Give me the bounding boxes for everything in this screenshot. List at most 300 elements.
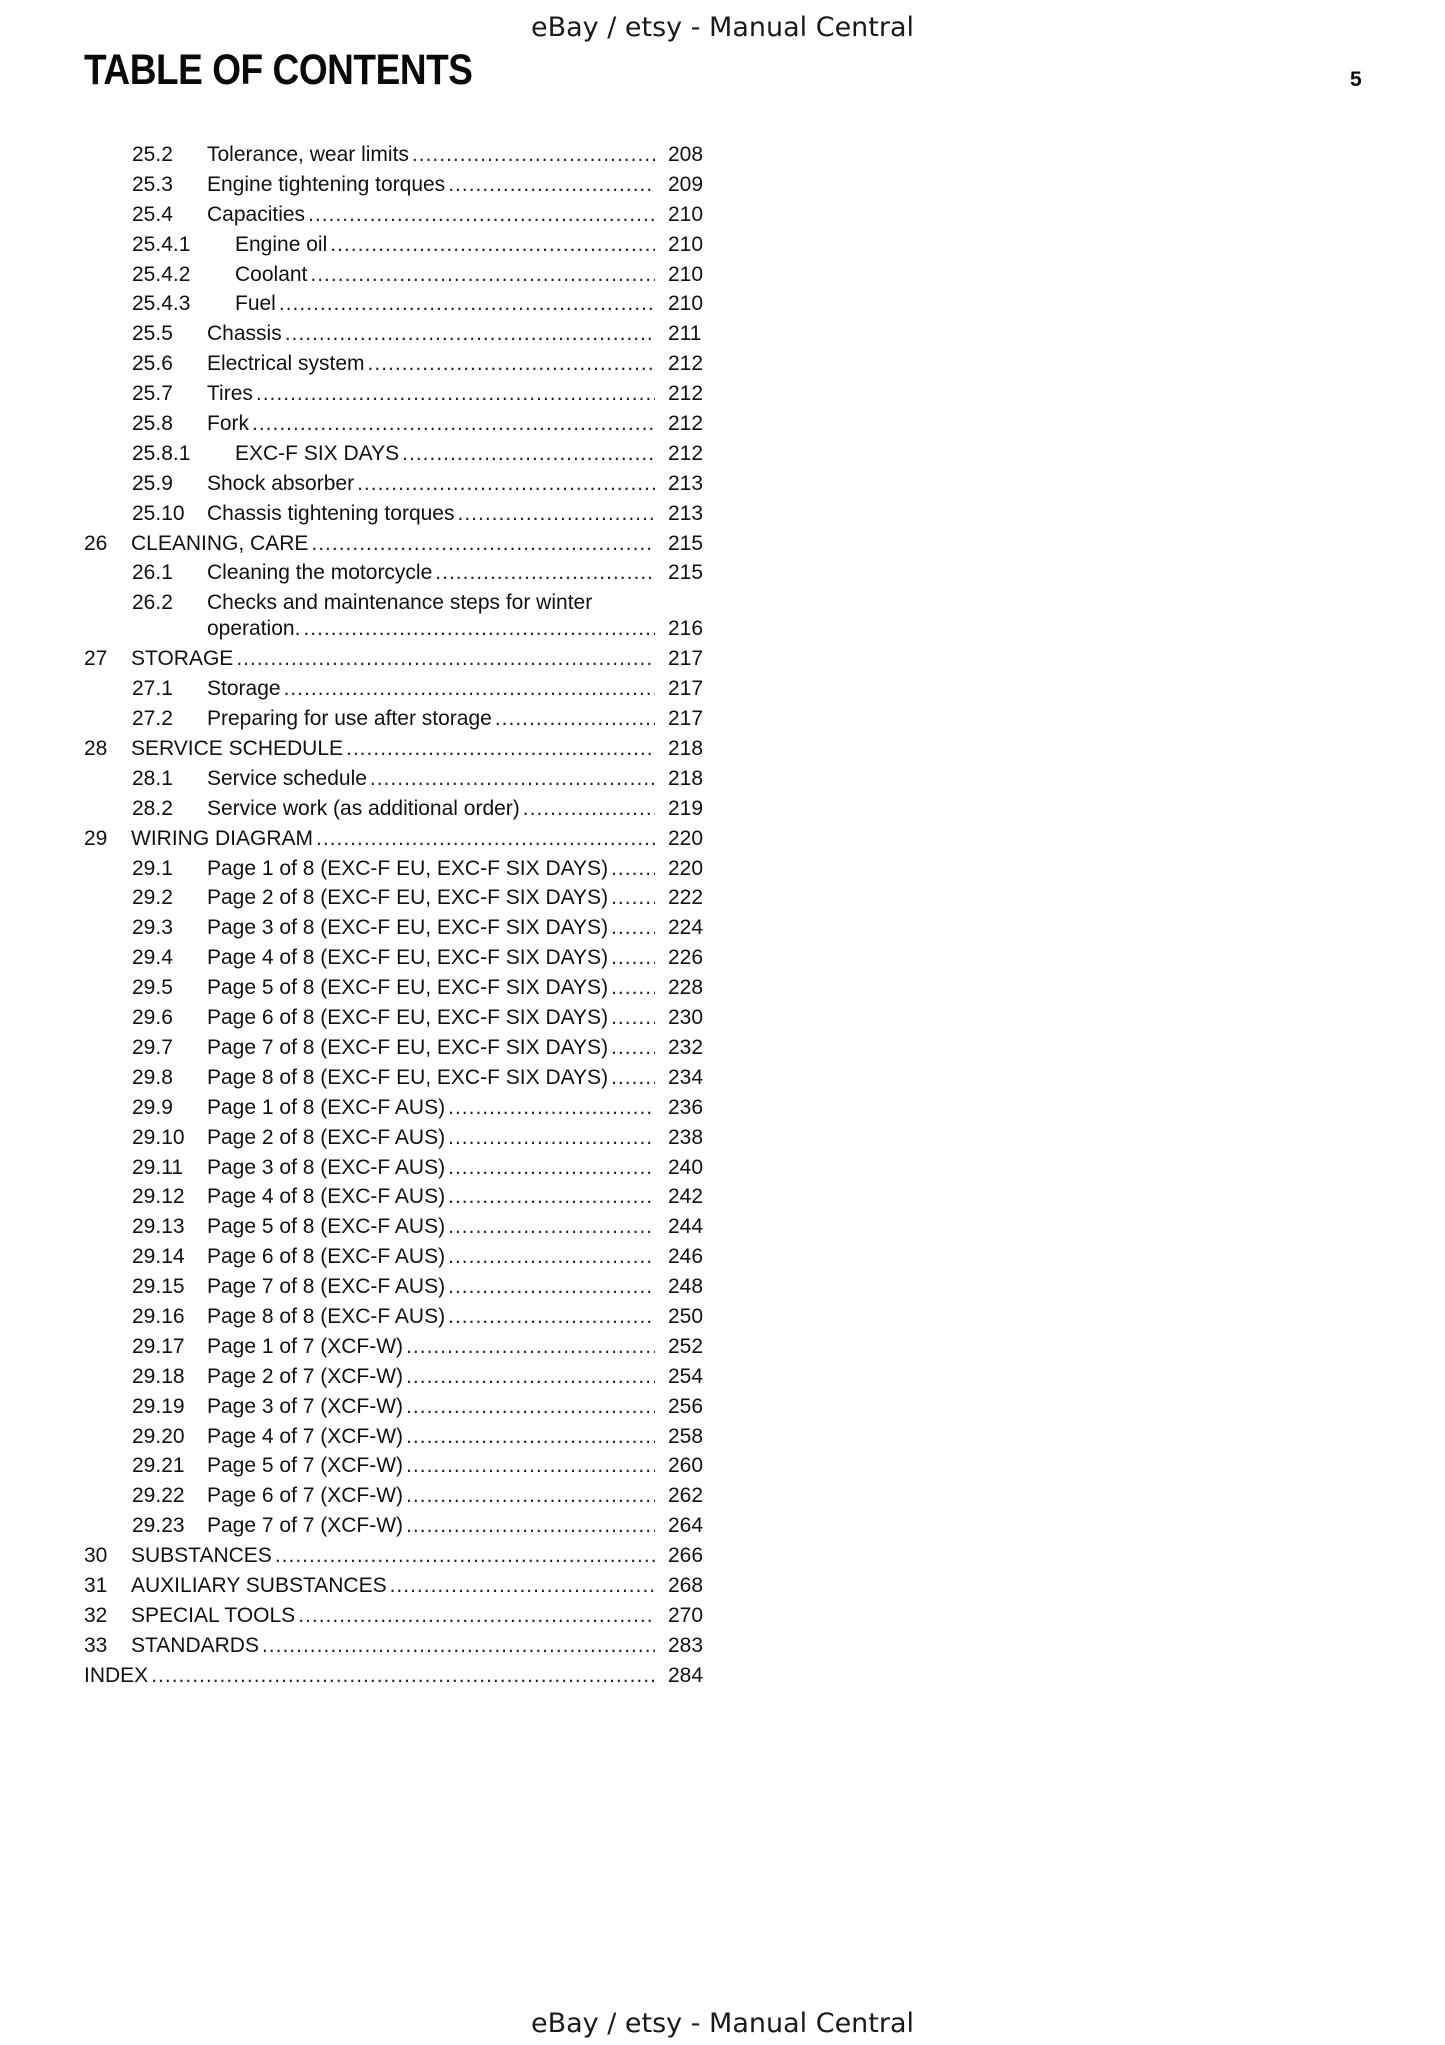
toc-entry-label: Chassis <box>207 322 282 346</box>
toc-entry-title <box>207 1302 655 1332</box>
toc-entry-page: 224 <box>668 916 704 940</box>
toc-entry-title <box>131 1601 655 1631</box>
dot-leader <box>448 1302 655 1332</box>
dot-leader <box>435 558 655 588</box>
toc-entry[interactable] <box>0 1063 1445 1093</box>
toc-entry-title <box>207 200 655 230</box>
toc-entry-label: Tires <box>207 382 253 406</box>
toc-entry-title <box>235 230 655 260</box>
toc-entry-page: 254 <box>668 1364 704 1388</box>
toc-entry-page: 210 <box>668 262 704 286</box>
toc-entry-label: Page 4 of 7 (XCF-W) <box>207 1424 404 1448</box>
toc-entry[interactable] <box>0 1033 1445 1063</box>
toc-entry-title <box>207 1212 655 1242</box>
toc-entry-number: 25.4 <box>132 202 173 226</box>
toc-entry[interactable] <box>0 409 1445 439</box>
toc-entry-page: 264 <box>668 1514 704 1538</box>
toc-entry-page: 236 <box>668 1095 704 1119</box>
toc-entry-title <box>207 1511 655 1541</box>
toc-entry-number: 29.13 <box>132 1215 185 1239</box>
toc-entry-number: 25.4.1 <box>132 232 191 256</box>
toc-entry-number: 29.11 <box>132 1155 183 1179</box>
toc-entry-title <box>207 1332 655 1362</box>
toc-entry-number: 29.20 <box>132 1424 185 1448</box>
dot-leader <box>406 1422 655 1452</box>
toc-entry-title <box>131 1541 655 1571</box>
toc-entry-number: 31 <box>84 1573 108 1597</box>
toc-entry-title <box>207 1093 655 1123</box>
toc-entry-page: 266 <box>668 1544 704 1568</box>
toc-entry-label-line1: Checks and maintenance steps for winter <box>207 591 593 615</box>
toc-entry-label: Fuel <box>235 292 276 316</box>
toc-entry[interactable] <box>0 529 1445 559</box>
dot-leader <box>611 973 655 1003</box>
toc-entry-title <box>131 644 655 674</box>
toc-entry-title <box>207 674 655 704</box>
dot-leader <box>448 1272 655 1302</box>
dot-leader <box>346 734 655 764</box>
toc-entry-title <box>235 289 655 319</box>
toc-entry-page: 242 <box>668 1185 704 1209</box>
toc-entry-number: 29.4 <box>132 946 173 970</box>
toc-entry[interactable] <box>0 1541 1445 1571</box>
dot-leader <box>406 1332 655 1362</box>
dot-leader <box>316 824 655 854</box>
toc-entry-page: 234 <box>668 1065 704 1089</box>
toc-entry[interactable] <box>0 170 1445 200</box>
toc-entry-label: Capacities <box>207 202 306 226</box>
watermark-top: eBay / etsy - Manual Central <box>530 12 915 43</box>
dot-leader <box>406 1511 655 1541</box>
toc-entry-number: 29.7 <box>132 1035 173 1059</box>
toc-entry-page: 220 <box>668 826 704 850</box>
toc-entry-title <box>207 1182 655 1212</box>
toc-entry-title <box>207 1033 655 1063</box>
toc-entry-title <box>235 260 655 290</box>
toc-entry[interactable] <box>0 1631 1445 1661</box>
toc-entry-title <box>131 1571 655 1601</box>
toc-entry[interactable] <box>0 469 1445 499</box>
dot-leader <box>448 1093 655 1123</box>
toc-entry-number: 29.10 <box>132 1125 185 1149</box>
toc-entry-page: 218 <box>668 766 704 790</box>
toc-entry-label: Tolerance, wear limits <box>207 143 409 166</box>
dot-leader <box>611 1063 655 1093</box>
dot-leader <box>303 614 655 644</box>
dot-leader <box>330 230 655 260</box>
toc-entry-title <box>207 1242 655 1272</box>
toc-entry-label: Page 1 of 8 (EXC-F EU, EXC-F SIX DAYS) <box>207 856 609 880</box>
toc-entry[interactable] <box>0 913 1445 943</box>
toc-entry-page: 246 <box>668 1245 704 1269</box>
toc-entry-page: 215 <box>668 561 704 585</box>
dot-leader <box>448 1123 655 1153</box>
toc-entry-number: 29.8 <box>132 1065 173 1089</box>
toc-entry-number: 29.1 <box>132 856 173 880</box>
toc-entry-number: 29.18 <box>132 1364 185 1388</box>
dot-leader <box>448 1212 655 1242</box>
toc-entry-label: Page 6 of 8 (EXC-F AUS) <box>207 1245 446 1269</box>
toc-entry-page: 256 <box>668 1394 704 1418</box>
toc-entry-title <box>207 764 655 794</box>
toc-entry[interactable] <box>0 558 1445 588</box>
toc-entry-title <box>207 1003 655 1033</box>
toc-entry-page: 217 <box>668 707 704 731</box>
toc-entry-number: 25.9 <box>132 471 173 495</box>
toc-entry-number: 25.4.3 <box>132 292 191 316</box>
dot-leader <box>523 794 655 824</box>
toc-entry-label: operation. <box>207 617 301 641</box>
toc-entry-number: 29.22 <box>132 1484 185 1508</box>
toc-entry-page: 250 <box>668 1304 704 1328</box>
toc-entry-page: 216 <box>668 617 704 641</box>
toc-entry-page: 215 <box>668 531 704 555</box>
toc-entry[interactable] <box>0 1153 1445 1183</box>
toc-entry[interactable] <box>0 1481 1445 1511</box>
toc-entry-page: 213 <box>668 501 704 525</box>
toc-entry-page: 210 <box>668 292 704 316</box>
toc-entry-label: Page 3 of 8 (EXC-F EU, EXC-F SIX DAYS) <box>207 916 609 940</box>
toc-entry-label: Page 4 of 8 (EXC-F AUS) <box>207 1185 446 1209</box>
dot-leader <box>406 1481 655 1511</box>
toc-entry-page: 232 <box>668 1035 704 1059</box>
toc-entry-title <box>131 1631 655 1661</box>
toc-entry-label: Page 2 of 8 (EXC-F EU, EXC-F SIX DAYS) <box>207 886 609 910</box>
toc-entry-number: 27.1 <box>132 677 173 701</box>
toc-entry-page: 219 <box>668 796 704 820</box>
toc-entry-number: 25.3 <box>132 172 173 196</box>
toc-entry-page: 260 <box>668 1454 704 1478</box>
toc-entry-label: Preparing for use after storage <box>207 707 492 731</box>
toc-entry-page: 210 <box>668 232 704 256</box>
toc-entry-page: 258 <box>668 1424 704 1448</box>
toc-entry-number: 29.15 <box>132 1275 185 1299</box>
toc-entry[interactable] <box>0 764 1445 794</box>
dot-leader <box>457 499 655 529</box>
toc-entry-title <box>207 913 655 943</box>
toc-entry-number: 29.12 <box>132 1185 185 1209</box>
toc-entry-label: INDEX <box>84 1663 149 1687</box>
toc-entry-number: 32 <box>84 1603 108 1627</box>
toc-entry[interactable] <box>0 588 1445 644</box>
toc-entry-title <box>207 1063 655 1093</box>
toc-entry-number: 25.8 <box>132 412 173 436</box>
toc-entry-label: Page 7 of 7 (XCF-W) <box>207 1514 404 1538</box>
toc-entry[interactable] <box>0 439 1445 469</box>
toc-entry-label: Page 5 of 8 (EXC-F AUS) <box>207 1215 446 1239</box>
toc-entry-number: 25.7 <box>132 382 173 406</box>
toc-entry-title <box>207 1153 655 1183</box>
toc-entry-number: 29.14 <box>132 1245 185 1269</box>
toc-entry-number: 29.3 <box>132 916 173 940</box>
toc-entry-number: 28.2 <box>132 796 173 820</box>
toc-entry-page: 218 <box>668 737 704 761</box>
toc-entry[interactable] <box>0 704 1445 734</box>
toc-entry[interactable] <box>0 824 1445 854</box>
toc-entry-title <box>207 943 655 973</box>
toc-entry-title <box>207 614 655 644</box>
dot-leader <box>284 674 655 704</box>
toc-entry-label: Page 3 of 8 (EXC-F AUS) <box>207 1155 446 1179</box>
toc-entry-label: Service schedule <box>207 766 367 790</box>
toc-entry-title <box>207 349 655 379</box>
toc-entry-label: SERVICE SCHEDULE <box>131 737 344 761</box>
dot-leader <box>412 140 655 170</box>
toc-entry-label: Page 1 of 8 (EXC-F AUS) <box>207 1095 446 1119</box>
toc-entry-title <box>235 439 655 469</box>
toc-entry-title <box>207 1362 655 1392</box>
toc-entry[interactable] <box>0 289 1445 319</box>
toc-entry-title <box>207 499 655 529</box>
toc-entry[interactable] <box>0 883 1445 913</box>
toc-entry-title <box>207 854 655 884</box>
toc-entry-page: 248 <box>668 1275 704 1299</box>
toc-entry[interactable] <box>0 644 1445 674</box>
toc-entry[interactable] <box>0 319 1445 349</box>
toc-entry-number: 25.6 <box>132 352 173 376</box>
toc-entry-label: Page 6 of 8 (EXC-F EU, EXC-F SIX DAYS) <box>207 1006 609 1030</box>
dot-leader <box>368 349 655 379</box>
toc-entry-label: Page 4 of 8 (EXC-F EU, EXC-F SIX DAYS) <box>207 946 609 970</box>
toc-entry-page: 270 <box>668 1603 704 1627</box>
toc-entry-title <box>131 824 655 854</box>
toc-entry-number: 26.2 <box>132 591 173 615</box>
dot-leader <box>448 1182 655 1212</box>
toc-entry-label: CLEANING, CARE <box>131 531 309 555</box>
toc-entry[interactable] <box>0 499 1445 529</box>
toc-entry-title <box>207 1422 655 1452</box>
toc-entry[interactable] <box>0 230 1445 260</box>
dot-leader <box>308 200 655 230</box>
toc-entry-page: 238 <box>668 1125 704 1149</box>
toc-entry[interactable] <box>0 1392 1445 1422</box>
toc-entry[interactable] <box>0 349 1445 379</box>
dot-leader <box>357 469 655 499</box>
toc-entry-label: SUBSTANCES <box>131 1544 272 1568</box>
toc-entry[interactable] <box>0 1272 1445 1302</box>
dot-leader <box>402 439 655 469</box>
toc-entry-page: 209 <box>668 172 704 196</box>
page-title: TABLE OF CONTENTS <box>84 46 473 94</box>
toc-entry[interactable] <box>0 794 1445 824</box>
toc-entry-title <box>207 704 655 734</box>
toc-entry-number: 26.1 <box>132 561 173 585</box>
dot-leader <box>256 379 655 409</box>
toc-entry[interactable] <box>0 140 1445 170</box>
toc-entry-page: 220 <box>668 856 704 880</box>
toc-entry[interactable] <box>0 854 1445 884</box>
toc-entry-label: AUXILIARY SUBSTANCES <box>131 1573 387 1597</box>
toc-entry-title <box>207 170 655 200</box>
dot-leader <box>406 1451 655 1481</box>
toc-entry-title <box>207 409 655 439</box>
toc-entry-title <box>207 140 655 170</box>
toc-entry-number: 29.23 <box>132 1514 185 1538</box>
toc-entry-title <box>84 1661 655 1691</box>
toc-entry-page: 211 <box>668 322 702 346</box>
toc-entry[interactable] <box>0 1362 1445 1392</box>
toc-entry-number: 27 <box>84 647 108 671</box>
toc-entry-number: 29.16 <box>132 1304 185 1328</box>
toc-entry-page: 244 <box>668 1215 704 1239</box>
toc-entry-page: 284 <box>668 1663 704 1687</box>
toc-entry-title <box>207 1392 655 1422</box>
watermark-bottom: eBay / etsy - Manual Central <box>530 2008 915 2039</box>
toc-entry-number: 28.1 <box>132 766 173 790</box>
dot-leader <box>236 644 655 674</box>
toc-entry-label: STANDARDS <box>131 1633 259 1657</box>
toc-entry[interactable] <box>0 1511 1445 1541</box>
dot-leader <box>390 1571 655 1601</box>
toc-entry-number: 29.2 <box>132 886 173 910</box>
dot-leader <box>310 260 655 290</box>
toc-entry-label: Page 6 of 7 (XCF-W) <box>207 1484 404 1508</box>
toc-entry-number: 25.4.2 <box>132 262 191 286</box>
toc-entry-title <box>207 1123 655 1153</box>
toc-entry-number: 28 <box>84 737 108 761</box>
toc-entry-label: Electrical system <box>207 352 365 376</box>
toc-entry-label: Page 8 of 8 (EXC-F EU, EXC-F SIX DAYS) <box>207 1065 609 1089</box>
toc-entry-title <box>207 973 655 1003</box>
toc-entry-number: 29.6 <box>132 1006 173 1030</box>
toc-entry-number: 29.17 <box>132 1334 185 1358</box>
toc-entry[interactable] <box>0 1123 1445 1153</box>
toc-entry-page: 212 <box>668 382 704 406</box>
toc-entry[interactable] <box>0 1093 1445 1123</box>
toc-entry-title <box>207 469 655 499</box>
toc-entry-label: WIRING DIAGRAM <box>131 826 313 850</box>
toc-entry-label: Page 7 of 8 (EXC-F EU, EXC-F SIX DAYS) <box>207 1035 609 1059</box>
page-number: 5 <box>1350 68 1362 91</box>
toc-entry-number: 27.2 <box>132 707 173 731</box>
toc-entry-label: Chassis tightening torques <box>207 501 455 525</box>
dot-leader <box>252 409 655 439</box>
toc-entry[interactable] <box>0 260 1445 290</box>
toc-entry-number: 29.19 <box>132 1394 185 1418</box>
toc-entry[interactable] <box>0 1661 1445 1691</box>
toc-entry-page: 217 <box>668 677 704 701</box>
toc-entry-number: 29.5 <box>132 976 173 1000</box>
dot-leader <box>448 1242 655 1272</box>
toc-entry-title <box>207 319 655 349</box>
toc-entry[interactable] <box>0 1571 1445 1601</box>
toc-entry-title <box>207 1451 655 1481</box>
toc-entry-page: 230 <box>668 1006 704 1030</box>
toc-entry-label: EXC-F SIX DAYS <box>235 441 400 465</box>
toc-entry[interactable] <box>0 1003 1445 1033</box>
toc-entry[interactable] <box>0 379 1445 409</box>
dot-leader <box>406 1362 655 1392</box>
toc-entry-label: Engine tightening torques <box>207 172 446 196</box>
toc-entry-title <box>207 883 655 913</box>
toc-entry-label: Coolant <box>235 262 308 286</box>
dot-leader <box>611 883 655 913</box>
toc-entry[interactable] <box>0 973 1445 1003</box>
toc-entry-label: Page 3 of 7 (XCF-W) <box>207 1394 404 1418</box>
toc-entry-number: 25.2 <box>132 143 173 166</box>
dot-leader <box>448 170 655 200</box>
toc-entry-title <box>207 558 655 588</box>
toc-entry-page: 262 <box>668 1484 704 1508</box>
toc-entry[interactable] <box>0 1212 1445 1242</box>
toc-entry-title <box>207 794 655 824</box>
toc-entry-page: 240 <box>668 1155 704 1179</box>
toc-entry-page: 226 <box>668 946 704 970</box>
toc-entry-number: 25.5 <box>132 322 173 346</box>
toc-entry-number: 26 <box>84 531 108 555</box>
toc-entry-title <box>131 529 655 559</box>
dot-leader <box>611 943 655 973</box>
toc-entry-label: Engine oil <box>235 232 328 256</box>
toc-entry-number: 29.9 <box>132 1095 173 1119</box>
toc-entry[interactable] <box>0 1601 1445 1631</box>
toc-entry-number: 29.21 <box>132 1454 185 1478</box>
toc-entry[interactable] <box>0 1242 1445 1272</box>
dot-leader <box>611 1033 655 1063</box>
dot-leader <box>298 1601 655 1631</box>
toc-entry-page: 210 <box>668 202 704 226</box>
toc-entry[interactable] <box>0 1302 1445 1332</box>
dot-leader <box>311 529 655 559</box>
toc-entry-label: Page 5 of 7 (XCF-W) <box>207 1454 404 1478</box>
toc-entry-label: SPECIAL TOOLS <box>131 1603 296 1627</box>
dot-leader <box>611 854 655 884</box>
toc-entry-number: 25.10 <box>132 501 185 525</box>
dot-leader <box>285 319 655 349</box>
toc-entry-label: Page 2 of 7 (XCF-W) <box>207 1364 404 1388</box>
toc-entry-label: Page 8 of 8 (EXC-F AUS) <box>207 1304 446 1328</box>
dot-leader <box>370 764 655 794</box>
toc-entry-page: 222 <box>668 886 704 910</box>
toc-entry-label: Service work (as additional order) <box>207 796 520 820</box>
toc-entry-number: 33 <box>84 1633 108 1657</box>
toc-entry[interactable] <box>0 1422 1445 1452</box>
toc-entry-label: Page 2 of 8 (EXC-F AUS) <box>207 1125 446 1149</box>
toc-entry-title <box>207 379 655 409</box>
toc-entry-label: STORAGE <box>131 647 234 671</box>
toc-entry[interactable] <box>0 1182 1445 1212</box>
toc-entry-label: Page 7 of 8 (EXC-F AUS) <box>207 1275 446 1299</box>
toc-entry-title <box>207 1272 655 1302</box>
toc-entry-page: 252 <box>668 1334 704 1358</box>
toc-entry[interactable] <box>0 674 1445 704</box>
toc-entry-number: 30 <box>84 1544 108 1568</box>
toc-entry-page: 212 <box>668 352 704 376</box>
toc-entry[interactable] <box>0 200 1445 230</box>
toc-entry-page: 212 <box>668 412 704 436</box>
dot-leader <box>611 1003 655 1033</box>
toc-entry-title <box>131 734 655 764</box>
toc-entry-number: 29 <box>84 826 108 850</box>
toc-entry[interactable] <box>0 734 1445 764</box>
toc-entry-page: 228 <box>668 976 704 1000</box>
dot-leader <box>275 1541 655 1571</box>
toc-entry-number: 25.8.1 <box>132 441 191 465</box>
table-of-contents <box>0 140 1445 1691</box>
toc-entry[interactable] <box>0 943 1445 973</box>
toc-entry-page: 217 <box>668 647 704 671</box>
toc-entry[interactable] <box>0 1332 1445 1362</box>
toc-entry-page: 268 <box>668 1573 704 1597</box>
dot-leader <box>495 704 655 734</box>
toc-entry-page: 212 <box>668 441 704 465</box>
toc-entry-page: 213 <box>668 471 704 495</box>
toc-entry-page: 283 <box>668 1633 704 1657</box>
dot-leader <box>448 1153 655 1183</box>
dot-leader <box>279 289 655 319</box>
toc-entry-label: Storage <box>207 677 281 701</box>
toc-entry[interactable] <box>0 1451 1445 1481</box>
